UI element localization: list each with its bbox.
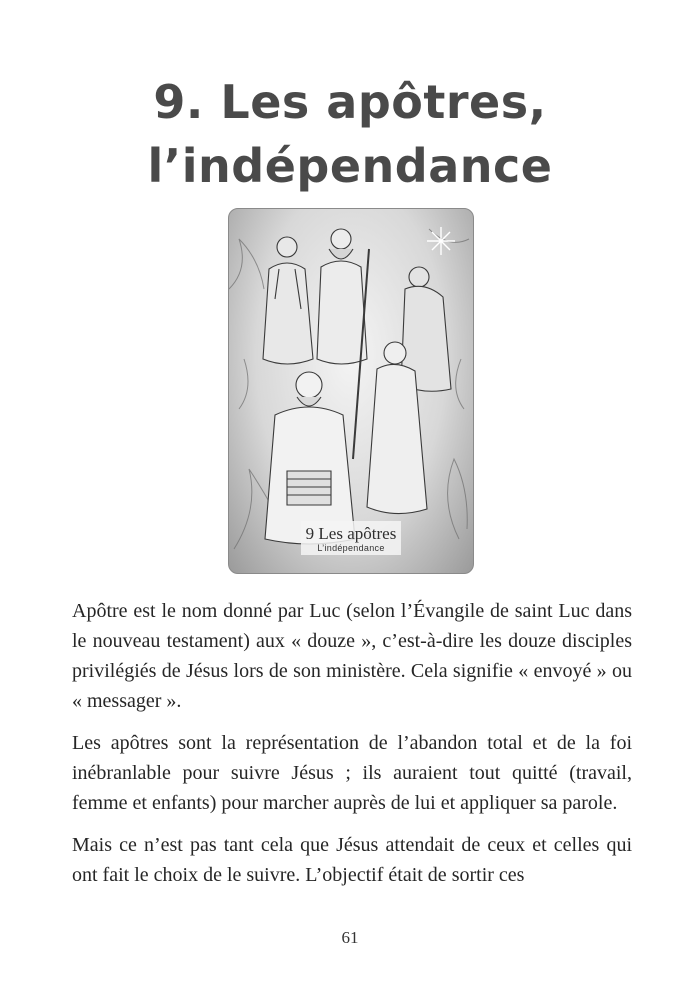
card-title: 9 Les apôtres <box>305 524 397 543</box>
title-line-2: l’indépendance <box>147 139 553 193</box>
card-caption <box>229 525 473 554</box>
paragraph-1: Apôtre est le nom donné par Luc (selon l’Évangile de saint Luc dans le nouveau testament) aux « douze », c’est-à-dire les douze disciples privilégiés de Jésus lors de son ministère. Cela signifie « envoyé » ou « messager ». <box>72 600 632 712</box>
card-subtitle: L’indépendance <box>317 543 385 553</box>
apostles-card-illustration <box>228 208 474 574</box>
paragraph-2: Les apôtres sont la représentation de l’abandon total et de la foi inébranlable pour suivre Jésus ; ils auraient tout quitté (travail, femme et enfants) pour marcher auprès de lui et appliquer sa parole. <box>72 732 632 814</box>
page-title <box>0 70 700 198</box>
apostles-drawing <box>229 209 473 573</box>
body-text <box>72 596 632 902</box>
title-line-1: 9. Les apôtres, <box>153 75 547 129</box>
paragraph-3: Mais ce n’est pas tant cela que Jésus attendait de ceux et celles qui ont fait le choix de le suivre. L’objectif était de sortir ces <box>72 834 632 886</box>
page-number: 61 <box>341 928 359 947</box>
